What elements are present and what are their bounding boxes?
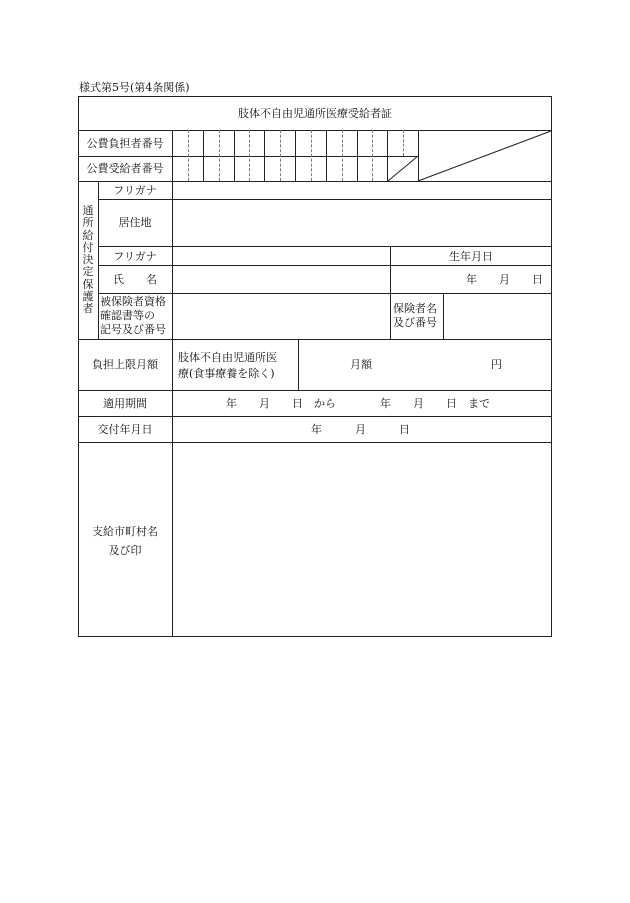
furigana-field[interactable] <box>173 182 551 199</box>
insured-qualification-field[interactable] <box>173 294 390 339</box>
rule <box>78 339 552 340</box>
form-title: 肢体不自由児通所医療受給者証 <box>238 107 392 120</box>
furigana-label-2: フリガナ <box>113 250 157 263</box>
name-label: 氏 名 <box>113 273 157 286</box>
name-furigana-field[interactable] <box>173 247 390 265</box>
public-payer-number-label: 公費負担者番号 <box>86 137 164 150</box>
municipality-seal-field[interactable] <box>173 443 551 636</box>
birth-date-value[interactable]: 年 月 日 <box>466 273 543 286</box>
name-field[interactable] <box>173 266 390 293</box>
rule <box>78 390 552 391</box>
rule <box>418 130 419 181</box>
issue-date-label: 交付年月日 <box>97 423 153 436</box>
issue-date-value[interactable]: 年 月 日 <box>311 423 410 436</box>
form-number: 様式第5号(第4条関係) <box>79 81 190 94</box>
monthly-limit-desc: 肢体不自由児通所医 療(食事療養を除く) <box>178 351 277 380</box>
monthly-limit-label: 負担上限月額 <box>92 358 158 371</box>
period-label: 適用期間 <box>103 397 147 410</box>
rule <box>78 416 552 417</box>
address-label: 居住地 <box>118 216 152 229</box>
birth-date-label: 生年月日 <box>449 250 493 263</box>
monthly-amount-label: 月額 <box>350 358 372 371</box>
period-value[interactable]: 年 月 日 から 年 月 日 まで <box>226 397 490 410</box>
monthly-amount-field[interactable] <box>375 350 485 380</box>
public-recipient-number-field[interactable] <box>173 157 388 181</box>
public-payer-number-field[interactable] <box>173 131 418 156</box>
border-right <box>551 96 552 637</box>
guardian-section-label: 通所給付決定保護者 <box>82 204 94 316</box>
insurer-label: 保険者名 及び番号 <box>393 302 437 329</box>
furigana-label: フリガナ <box>113 184 157 197</box>
insured-qualification-label: 被保険者資格 確認書等の 記号及び番号 <box>100 295 166 336</box>
border-bottom <box>78 636 552 637</box>
address-field[interactable] <box>173 200 551 246</box>
rule <box>298 339 299 390</box>
municipality-label: 支給市町村名 及び印 <box>92 525 158 557</box>
public-recipient-number-label: 公費受給者番号 <box>86 162 164 175</box>
border-top <box>78 96 552 97</box>
yen-label: 円 <box>491 358 502 371</box>
insurer-field[interactable] <box>444 294 551 339</box>
